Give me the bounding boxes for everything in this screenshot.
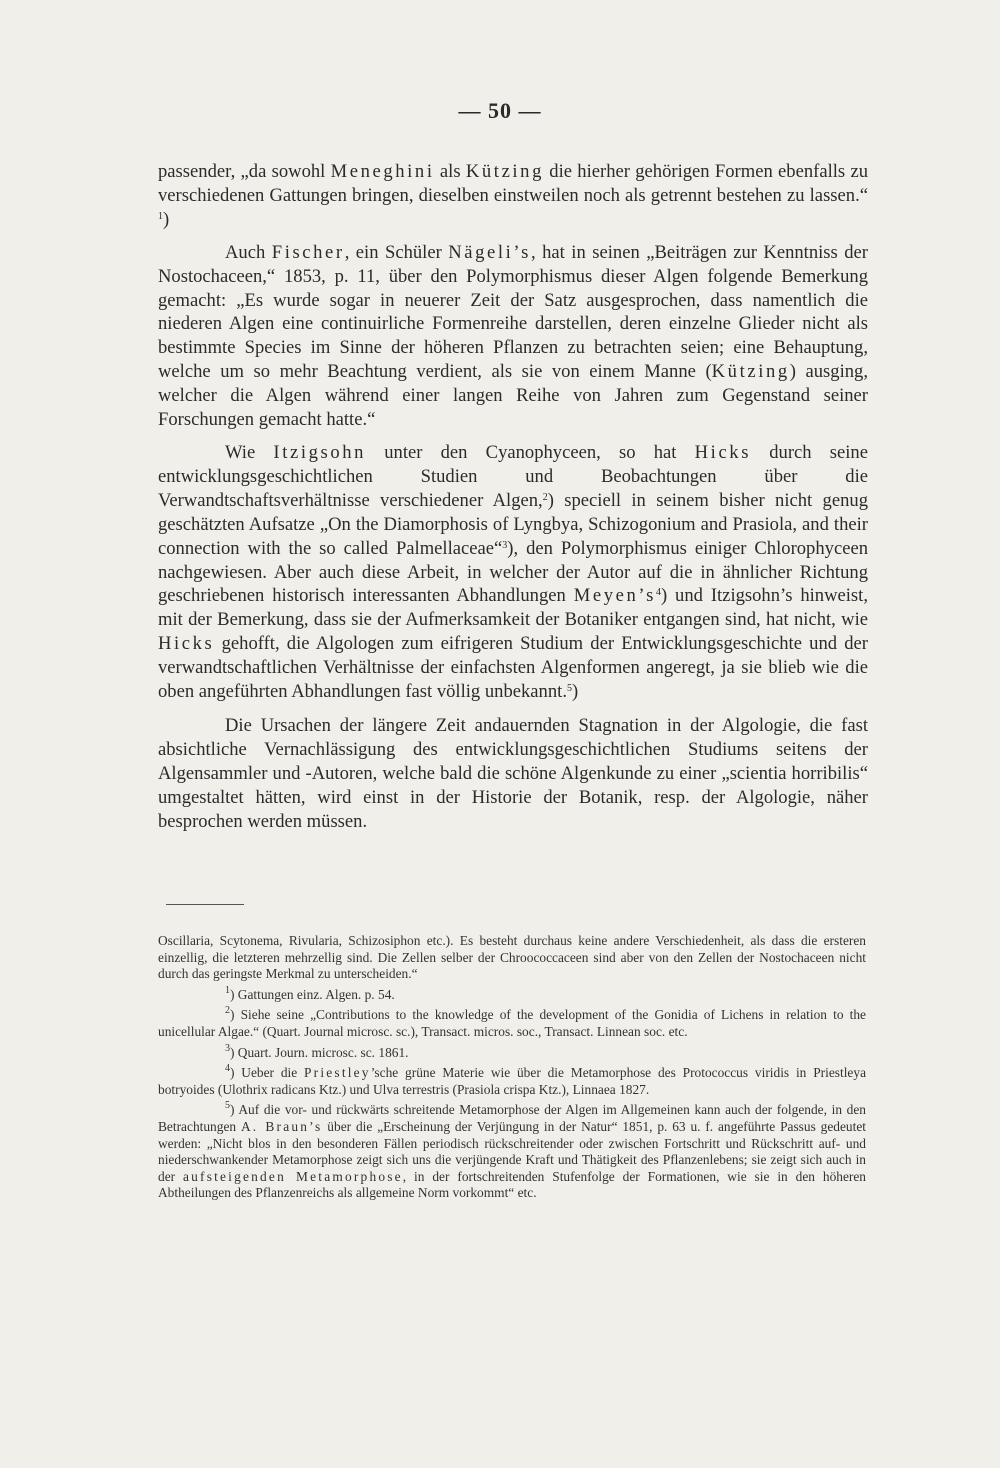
footnote-ref: 1 <box>158 210 163 222</box>
footnote-mark: 4 <box>225 1063 230 1075</box>
text-run: durch seine entwicklungsgeschichtlichen Studien und Beobachtungen über die Verwandtschaftsverhältnisse verschiedener Algen, <box>158 441 868 511</box>
text-run: hinweist, mit der Bemerkung, dass sie der Aufmerksamkeit der Botaniker entgangen sind, hat nicht, wie <box>158 585 868 631</box>
footnote-ref: 3 <box>502 539 508 551</box>
footnote-ref: 4 <box>655 587 661 599</box>
spaced-phrase: aufsteigenden Metamorphose <box>183 1168 403 1184</box>
spaced-name: Fischer <box>271 241 345 263</box>
text-run: passender, „da sowohl <box>158 161 331 182</box>
spaced-name: A. Braun’s <box>240 1118 323 1134</box>
spaced-name: Meneghini <box>330 161 435 182</box>
page-number: — 50 — <box>458 98 542 123</box>
text-run: ) und <box>660 585 711 607</box>
text-run: , hat in seinen „Beiträgen zur Kenntniss der Nostochaceen,“ 1853, p. 11, über den Polymorphismus dieser Algen folgende Bemerkung gemacht: „Es wurde sogar in neuerer Zeit der Satz ausgesprochen, dass namentlich die niederen Algen eine continuirliche Formenreihe darstellen, deren einzelne Glieder nicht als bestimmte Species im Sinne der höheren Pflanzen zu betrachten seien; eine Behauptung, welche um so mehr Beachtung verdient, als sie von einem Manne ( <box>158 241 868 383</box>
footnote-2 <box>158 1007 866 1040</box>
main-text <box>158 160 868 833</box>
footnotes <box>158 933 866 1202</box>
spaced-name: Meyen’s <box>573 585 656 607</box>
text-run: gehofft, die Algologen zum eifrigeren Studium der Entwicklungsgeschichte und der verwandtschaftlichen Verhältnisse der einfachsten Algenformen angeregt, ja sie blieb wie die oben angeführten Abhandlungen fast völlig unbekannt. <box>158 633 868 703</box>
text-run: ) ausging, welcher die Algen während einer langen Reihe von Jahren zum Gegenstand seiner Forschungen gemacht hatte.“ <box>158 361 868 431</box>
text-run: als <box>434 161 466 182</box>
footnote-mark: 2 <box>225 1005 230 1017</box>
footnote-mark: 3 <box>225 1042 230 1054</box>
spaced-name: Nägeli’s <box>448 241 532 263</box>
spaced-name: Priestley <box>304 1065 371 1081</box>
footnote-1 <box>158 984 866 1004</box>
text-run: , ein Schüler <box>344 241 449 263</box>
footnote-text: ) Gattungen einz. Algen. p. 54. <box>230 986 395 1002</box>
spaced-name: Hicks <box>694 441 752 463</box>
footnote-ref: 5 <box>566 683 572 695</box>
paragraph-4: Die Ursachen der längere Zeit andauernden Stagnation in der Algologie, die fast absichtliche Vernachlässigung des entwicklungsgeschichtlichen Studiums seitens der Algensammler und -Autoren, welche bald die schöne Algenkunde zu einer „scientia horribilis“ umgestaltet hätten, wird einst in der Historie der Botanik, resp. der Algologie, näher besprochen werden müssen. <box>158 714 868 832</box>
footnote-text: , in der fortschreitenden Stufenfolge der Formationen, wie sie in den höheren Abtheilungen des Pflanzenreichs als allgemeine Norm vorkommt“ etc. <box>158 1168 867 1201</box>
footnote-text: ) Quart. Journ. microsc. sc. 1861. <box>230 1044 409 1060</box>
spaced-name: Kützing <box>465 161 544 182</box>
paragraph-2 <box>158 241 868 432</box>
spaced-name: Hicks <box>158 633 215 655</box>
footnote-text: über die „Erscheinung der Verjüngung in der Natur“ 1851, p. 63 u. f. angeführte Passus gedeutet werden: „Nicht blos in den besonderen Fällen periodisch rückschreitender oder zwischen Fortschritt und Rückschritt auf- und niederschwankender Metamorphose zeigt sich uns die verjüngende Kraft und Thätigkeit des Pflanzenlebens; sie zeigt sich auch in der <box>158 1118 866 1184</box>
footnote-5 <box>158 1102 866 1202</box>
text-run: Wie <box>225 441 274 463</box>
footnote-ref: 2 <box>542 491 548 503</box>
footnote-4 <box>158 1065 866 1098</box>
footnote-text: ) Siehe seine „Contributions to the knowledge of the development of the Gonidia of Lichens in relation to the unicellular Algae.“ (Quart. Journal microsc. sc.), Transact. micros. soc., Transact. Linnean soc. etc. <box>158 1007 866 1039</box>
footnote-text: ) Ueber die <box>230 1065 305 1081</box>
text-run: ) <box>163 208 170 230</box>
footnote-text: ’sche grüne Materie wie über die Metamorphose des Protococcus viridis in Priestleya botryoides (Ulothrix radicans Ktz.) und Ulva terrestris (Prasiola crispa Ktz.), Linnaea 1827. <box>158 1065 867 1097</box>
footnote-mark: 1 <box>225 984 230 996</box>
footnote-mark: 5 <box>225 1100 230 1112</box>
footnote-separator <box>166 904 244 905</box>
spaced-name: Kützing <box>711 361 790 383</box>
name: Itzigsohn’s <box>710 585 793 607</box>
text-run: unter den Cyanophyceen, so hat <box>366 441 695 463</box>
text-run: Auch <box>225 241 272 263</box>
footnote-text: ) Auf die vor- und rückwärts schreitende Metamorphose der Algen im Allgemeinen kann auch der folgende, in den Betrachtungen <box>158 1102 866 1134</box>
text-run: ) <box>571 681 579 703</box>
paragraph-3 <box>158 441 868 704</box>
spaced-name: Itzigsohn <box>273 441 367 463</box>
paragraph-1 <box>158 160 868 232</box>
footnote-3 <box>158 1042 866 1062</box>
text-run: ) speciell in seinem bisher nicht genug geschätzten Aufsatze „On the Diamorphosis of Lyngbya, Schizogonium and Prasiola, and their connection with the so called Palmellaceae“ <box>158 489 868 559</box>
text-run: ), den Polymorphismus einiger Chlorophyceen nachgewiesen. Aber auch diese Arbeit, in welcher der Autor auf die in ähnlicher Richtung geschriebenen historisch interessanten Abhandlungen <box>158 537 868 607</box>
footnote-continuation: Oscillaria, Scytonema, Rivularia, Schizosiphon etc.). Es besteht durchaus keine andere Verschiedenheit, als dass die ersteren einzellig, die letzteren mehrzellig sind. Die Zellen selber der Chroococcaceen sind aber von den Zellen der Nostochaceen nicht durch das geringste Merkmal zu unterscheiden.“ <box>158 933 866 982</box>
text-run: die hierher gehörigen Formen ebenfalls zu verschiedenen Gattungen bringen, dieselben einstweilen noch als getrennt bestehen zu lassen.“ <box>158 161 869 206</box>
